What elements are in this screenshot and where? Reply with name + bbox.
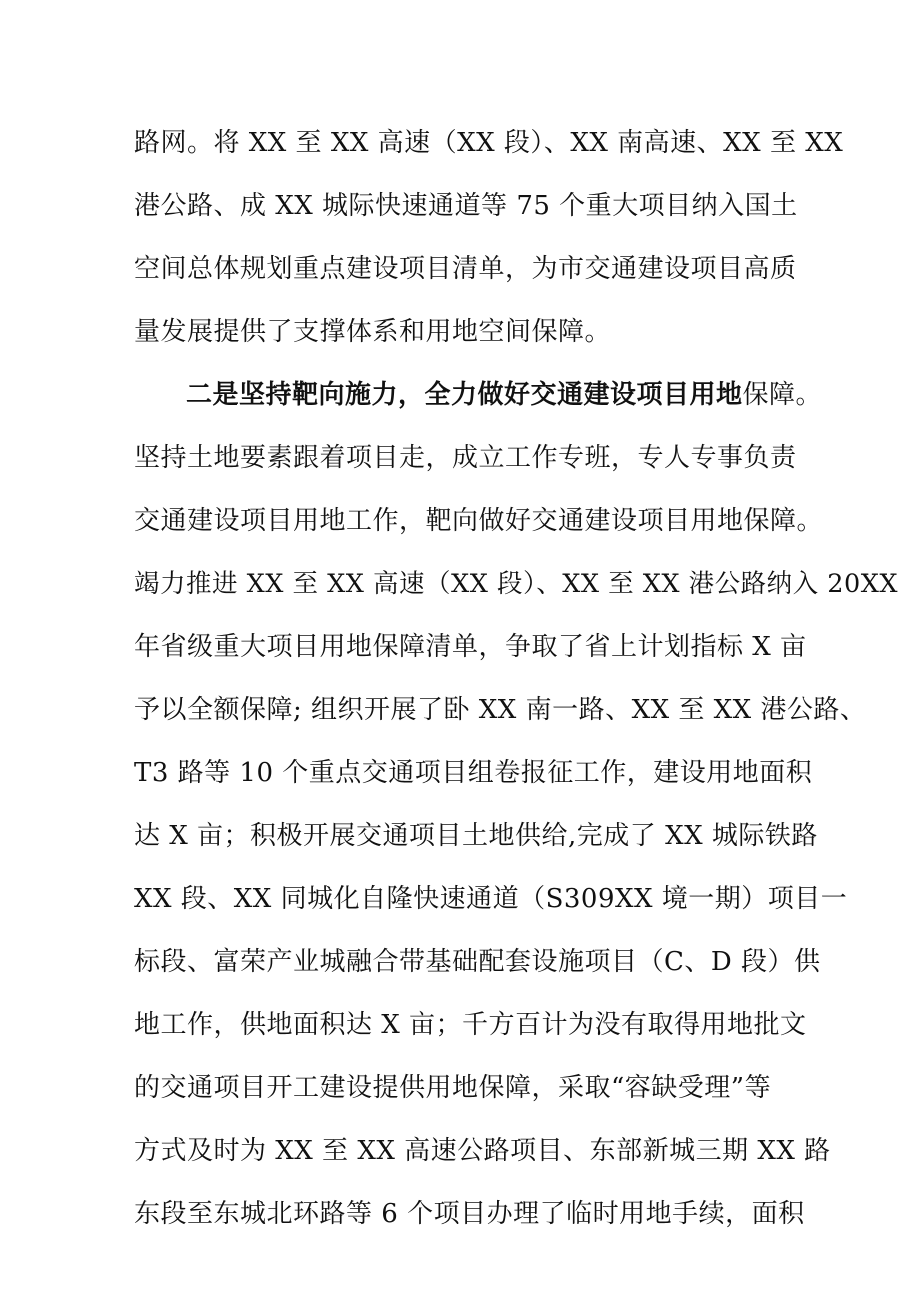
paragraph-1-line-2: 港公路、成 XX 城际快速通道等 75 个重大项目纳入国土 [134,191,798,221]
paragraph-2-line-9: 标段、富荣产业城融合带基础配套设施项目（C、D 段）供 [134,947,821,977]
paragraph-2-line-4: 年省级重大项目用地保障清单，争取了省上计划指标 X 亩 [134,632,807,662]
paragraph-2-line-5: 予以全额保障; 组织开展了卧 XX 南一路、XX 至 XX 港公路、 [134,695,867,725]
paragraph-2-line-12: 方式及时为 XX 至 XX 高速公路项目、东部新城三期 XX 路 [134,1136,831,1166]
paragraph-2-line-6: T3 路等 10 个重点交通项目组卷报征工作，建设用地面积 [134,758,813,788]
paragraph-2-line-10: 地工作，供地面积达 X 亩；千方百计为没有取得用地批文 [134,1010,807,1040]
paragraph-2-heading: 二是坚持靶向施力，全力做好交通建设项目用地 [186,380,743,410]
paragraph-2-line-2: 交通建设项目用地工作，靶向做好交通建设项目用地保障。 [134,506,824,536]
paragraph-1-line-4: 量发展提供了支撑体系和用地空间保障。 [134,317,612,347]
paragraph-2-heading-line [186,378,822,412]
paragraph-2-heading-tail: 保障。 [742,380,823,410]
paragraph-1-line-3: 空间总体规划重点建设项目清单，为市交通建设项目高质 [134,254,797,284]
paragraph-2-line-11: 的交通项目开工建设提供用地保障，采取“容缺受理”等 [134,1073,772,1103]
paragraph-1-line-1: 路网。将 XX 至 XX 高速（XX 段）、XX 南高速、XX 至 XX [134,128,844,158]
paragraph-2-line-13: 东段至东城北环路等 6 个项目办理了临时用地手续，面积 [134,1199,805,1229]
paragraph-2-line-8: XX 段、XX 同城化自隆快速通道（S309XX 境一期）项目一 [134,884,848,914]
paragraph-2-line-7: 达 X 亩；积极开展交通项目土地供给,完成了 XX 城际铁路 [134,821,818,851]
paragraph-2-line-3: 竭力推进 XX 至 XX 高速（XX 段）、XX 至 XX 港公路纳入 20XX [134,569,898,599]
paragraph-2-line-1: 坚持土地要素跟着项目走，成立工作专班，专人专事负责 [134,443,797,473]
